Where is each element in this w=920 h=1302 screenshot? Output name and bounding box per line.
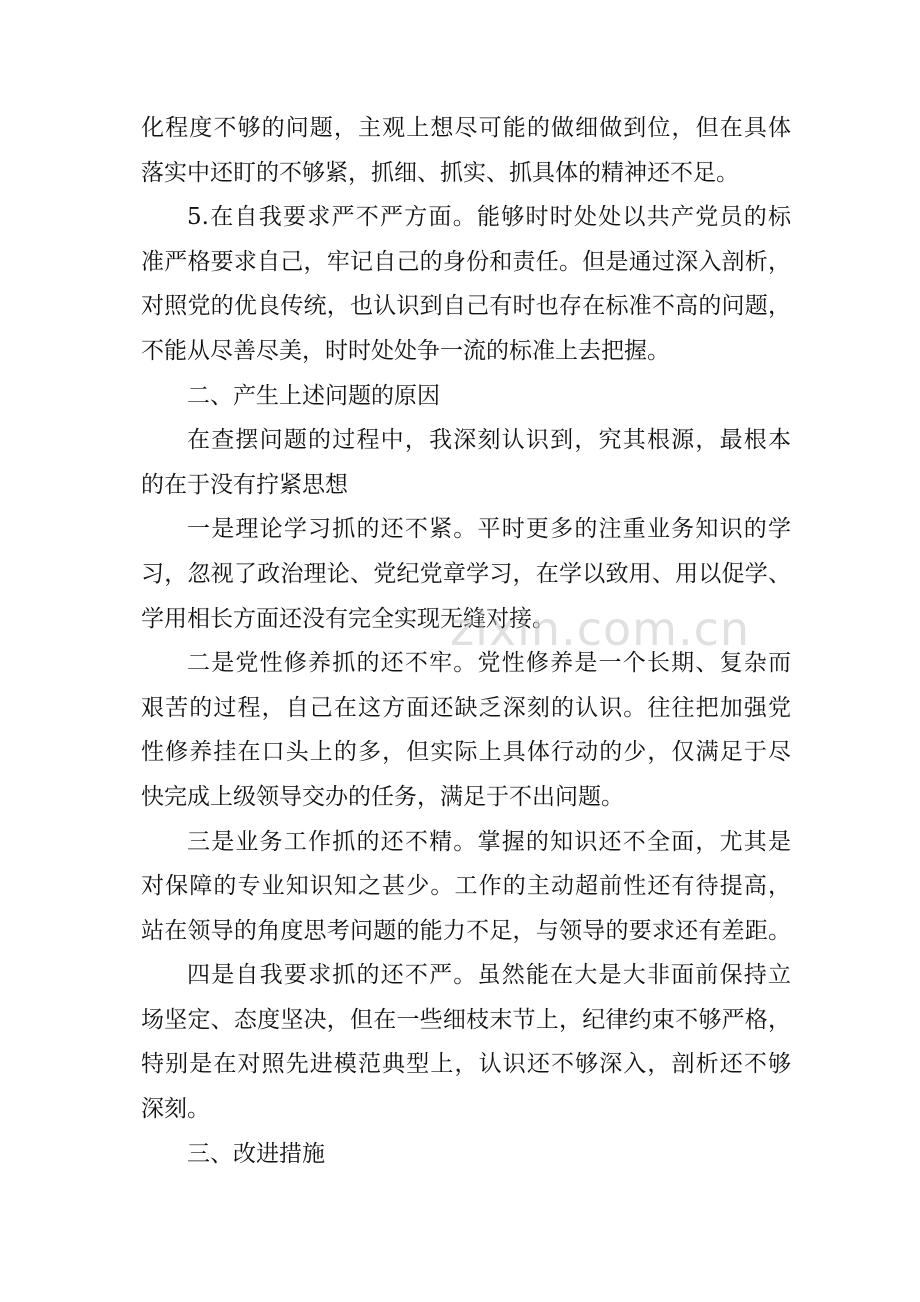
- text-line: 对保障的专业知识知之甚少。工作的主动超前性还有待提高，: [141, 873, 791, 900]
- text-line: 化程度不够的问题，主观上想尽可能的做细做到位，但在具体: [141, 115, 791, 141]
- text-line: 5.在自我要求严不严方面。能够时时处处以共产党员的标: [187, 204, 791, 231]
- text-line: 特别是在对照先进模范典型上，认识还不够深入，剖析还不够: [141, 1051, 791, 1078]
- text-line: 对照党的优良传统，也认识到自己有时也存在标准不高的问题，: [141, 293, 791, 320]
- text-line: 艰苦的过程，自己在这方面还缺乏深刻的认识。往往把加强党: [141, 694, 791, 721]
- text-line: 准严格要求自己，牢记自己的身份和责任。但是通过深入剖析，: [141, 248, 791, 275]
- text-line: 落实中还盯的不够紧，抓细、抓实、抓具体的精神还不足。: [141, 159, 739, 186]
- text-line: 三是业务工作抓的还不精。掌握的知识还不全面，尤其是: [187, 828, 791, 855]
- text-line: 深刻。: [141, 1096, 210, 1123]
- text-line: 二、产生上述问题的原因: [187, 382, 440, 409]
- document-body: [141, 106, 791, 1176]
- text-line: 四是自我要求抓的还不严。虽然能在大是大非面前保持立: [187, 962, 791, 989]
- watermark: zixin.com.cn: [450, 602, 751, 656]
- text-line: 一是理论学习抓的还不紧。平时更多的注重业务知识的学: [187, 516, 791, 543]
- text-line: 不能从尽善尽美，时时处处争一流的标准上去把握。: [141, 337, 670, 364]
- text-line: 站在领导的角度思考问题的能力不足，与领导的要求还有差距。: [141, 917, 791, 944]
- text-line: 习，忽视了政治理论、党纪党章学习，在学以致用、用以促学、: [141, 560, 791, 587]
- text-line: 场坚定、态度坚决，但在一些细枝末节上，纪律约束不够严格，: [141, 1006, 791, 1033]
- text-line: 快完成上级领导交办的任务，满足于不出问题。: [141, 783, 624, 810]
- text-line: 三、改进措施: [187, 1140, 325, 1167]
- text-line: 在查摆问题的过程中，我深刻认识到，究其根源，最根本: [187, 427, 791, 454]
- text-line: 学用相长方面还没有完全实现无缝对接。: [141, 605, 555, 632]
- text-line: 的在于没有拧紧思想: [141, 471, 348, 498]
- text-line: 二是党性修养抓的还不牢。党性修养是一个长期、复杂而: [187, 650, 791, 677]
- text-line: 性修养挂在口头上的多，但实际上具体行动的少，仅满足于尽: [141, 739, 791, 766]
